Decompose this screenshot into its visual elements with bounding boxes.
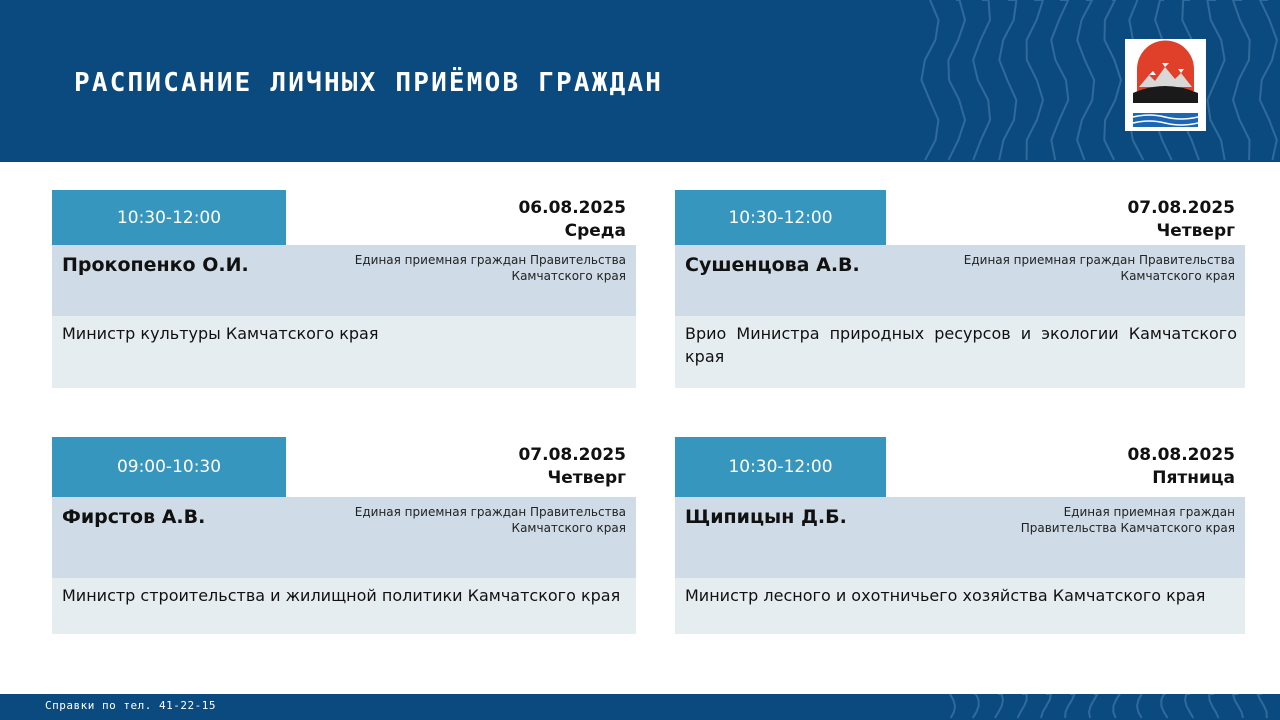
header-banner [0,0,1280,162]
date: 07.08.2025 [518,445,626,465]
wave-line [1260,0,1277,160]
wave-line [973,0,990,160]
wave-line [1018,694,1027,718]
weekday: Пятница [1152,468,1235,488]
date-block [518,444,626,490]
wave-line [1051,0,1068,160]
role-row [52,578,636,634]
wave-line [1027,0,1043,160]
wave-line [1258,694,1267,718]
person-name: Фирстов А.В. [62,506,206,528]
wave-line [1104,0,1121,160]
location: Единая приемная граждан Правительства Камчатского края [354,505,626,535]
weekday: Среда [564,221,626,241]
wave-line [1185,694,1193,718]
wave-line [999,0,1016,160]
date: 06.08.2025 [518,198,626,218]
wave-line [950,694,955,718]
schedule-card [52,190,636,390]
person-name: Прокопенко О.И. [62,254,249,276]
wave-line [995,694,1003,718]
date-block [1127,197,1235,243]
role: Министр лесного и охотничьего хозяйства Камчатского края [685,586,1206,605]
wave-line [1077,0,1094,160]
person-name: Щипицын Д.Б. [685,506,847,528]
wave-line [1209,694,1218,718]
wave-line [1113,694,1119,718]
name-row [675,245,1245,316]
name-row [52,497,636,578]
name-row [52,245,636,316]
wave-line [1161,694,1167,718]
role: Министр строительства и жилищной политики Камчатского края [62,586,621,605]
role-row [52,316,636,388]
time-slot: 10:30-12:00 [52,190,286,245]
wave-line [1233,0,1250,160]
date-block [518,197,626,243]
date: 08.08.2025 [1127,445,1235,465]
wave-line [1137,694,1142,718]
role: Врио Министра природных ресурсов и экологии Камчатского края [685,324,1237,366]
wave-line [921,0,938,160]
page-title: РАСПИСАНИЕ ЛИЧНЫХ ПРИЁМОВ ГРАЖДАН [74,68,664,98]
person-name: Сушенцова А.В. [685,254,860,276]
time-slot: 10:30-12:00 [675,437,886,497]
schedule-card [675,190,1245,390]
footer-bar [0,694,1280,720]
role: Министр культуры Камчатского края [62,324,379,343]
schedule-card [52,437,636,637]
date-block [1127,444,1235,490]
wave-line [1233,694,1243,718]
date: 07.08.2025 [1127,198,1235,218]
schedule-card [675,437,1245,637]
weekday: Четверг [547,468,626,488]
name-row [675,497,1245,578]
time-slot: 10:30-12:00 [675,190,886,245]
role-row [675,316,1245,388]
wave-line [1089,694,1097,718]
location: Единая приемная граждан Правительства Камчатского края [354,253,626,283]
wave-line [1041,694,1051,718]
wave-line [1207,0,1224,160]
location: Единая приемная граждан Правительства Камчатского края [963,253,1235,283]
location: Единая приемная граждан Правительства Камчатского края [1020,505,1235,535]
kamchatka-coat-of-arms-icon [1125,39,1206,131]
role-row [675,578,1245,634]
weekday: Четверг [1156,221,1235,241]
time-slot: 09:00-10:30 [52,437,286,497]
wave-line [1065,694,1074,718]
wave-line [973,694,979,718]
footer-phone: Справки по тел. 41-22-15 [45,699,216,712]
wave-line [948,0,965,160]
